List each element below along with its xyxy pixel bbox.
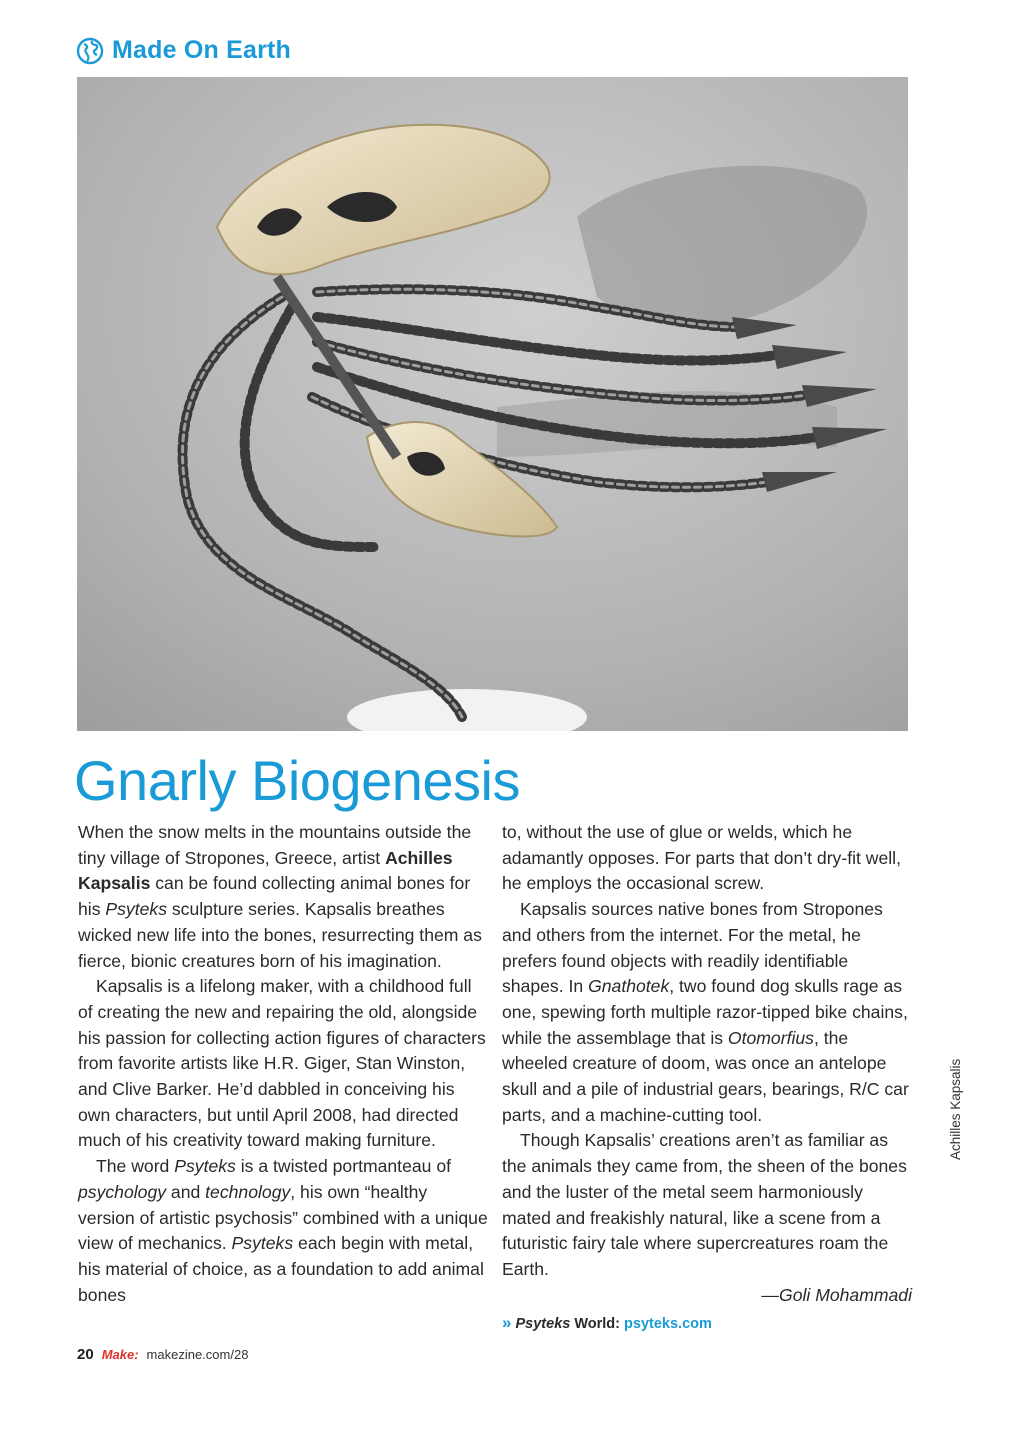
photo-credit: Achilles Kapsalis (948, 1058, 963, 1160)
chevron-right-icon: » (502, 1313, 512, 1333)
article-headline: Gnarly Biogenesis (74, 749, 520, 812)
paragraph: Kapsalis sources native bones from Stropones and others from the internet. For the metal, he prefers found objects with readily identifiable shapes. In Gnathotek, two found dog skulls rage as one, spewing forth multiple razor-tipped bike chains, while the assemblage that is Otomorfius, the wheeled creature of doom, was once an antelope skull and a pile of industrial gears, bearings, R/C car parts, and a machine-cutting tool. (502, 899, 909, 1125)
section-header (76, 36, 291, 65)
artist-name: Achilles Kapsalis (78, 847, 453, 894)
more-info: » Psyteks World: psyteks.com (502, 1313, 712, 1333)
paragraph: Kapsalis is a lifelong maker, with a childhood full of creating the new and repairing the old, alongside his passion for collecting action figures of characters from favorite artists like H.R. Giger, Stan Winston, and Clive Barker. He’d dabbled in conceiving his own characters, but until April 2008, had directed much of his creativity toward making furniture. (78, 976, 486, 1151)
paragraph: Though Kapsalis’ creations aren’t as familiar as the animals they came from, the sheen of the bones and the luster of the metal seem harmoniously mated and freakishly natural, like a scene from a futuristic fairy tale where supercreatures roam the Earth. (502, 1130, 907, 1279)
byline: —Goli Mohammadi (761, 1284, 912, 1305)
section-title: Made On Earth (112, 36, 292, 64)
globe-icon (76, 37, 104, 65)
page-footer (77, 1346, 248, 1363)
article-right-column (502, 820, 912, 1338)
sculpture-photo (77, 77, 908, 731)
article-left-column (78, 820, 488, 1308)
paragraph: The word Psyteks is a twisted portmanteau of psychology and technology, his own “healthy version of artistic psychosis” combined with a unique view of mechanics. Psyteks each begin with metal, his material of choice, as a foundation to add animal bones (78, 1156, 488, 1305)
psyteks-link[interactable]: psyteks.com (624, 1316, 712, 1333)
paragraph: to, without the use of glue or welds, which he adamantly opposes. For parts that don’t dry-fit well, he employs the occasional screw. (502, 822, 901, 894)
paragraph: When the snow melts in the mountains outside the tiny village of Stropones, Greece, artist Achilles Kapsalis can be found collecting animal bones for his Psyteks sculpture series. Kapsalis breathes wicked new life into the bones, resurrecting them as fierce, bionic creatures born of his imagination. (78, 822, 482, 971)
footer-url[interactable]: makezine.com/28 (146, 1347, 249, 1362)
page-number: 20 (77, 1346, 94, 1363)
brand-logo: Make: (101, 1347, 139, 1362)
